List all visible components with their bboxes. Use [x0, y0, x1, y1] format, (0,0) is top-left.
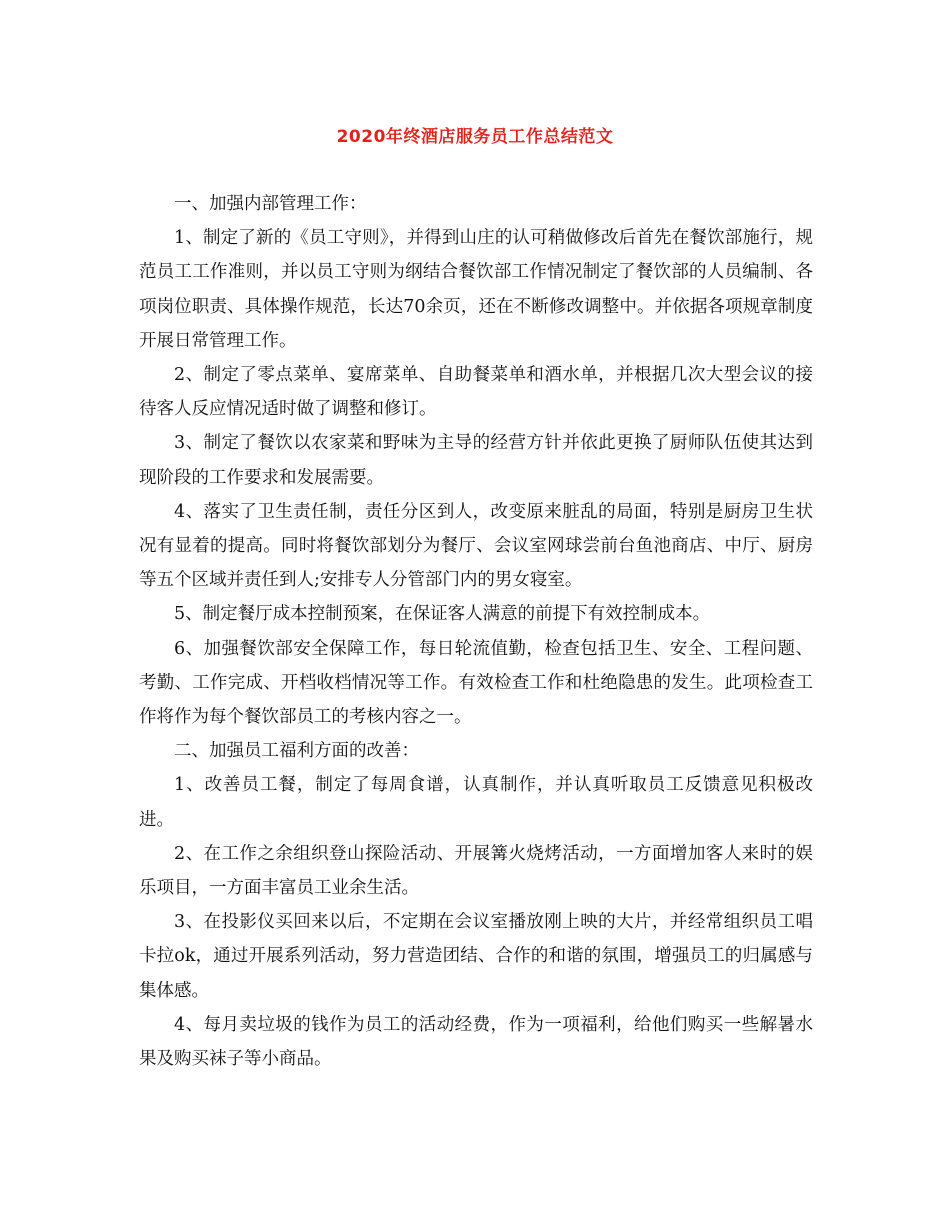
- paragraph: 3、制定了餐饮以农家菜和野味为主导的经营方针并依此更换了厨师队伍使其达到现阶段的工作要求和发展需要。: [139, 433, 813, 488]
- paragraph: 5、制定餐厅成本控制预案，在保证客人满意的前提下有效控制成本。: [174, 604, 711, 625]
- heading-staff-welfare: 二、加强员工福利方面的改善：: [174, 741, 419, 762]
- document-title: 2020年终酒店服务员工作总结范文: [336, 127, 614, 147]
- document-body: [139, 187, 813, 1076]
- paragraph: 2、制定了零点菜单、宴席菜单、自助餐菜单和酒水单，并根据几次大型会议的接待客人反应情况适时做了调整和修订。: [139, 365, 813, 420]
- paragraph: 6、加强餐饮部安全保障工作，每日轮流值勤，检查包括卫生、安全、工程问题、考勤、工作完成、开档收档情况等工作。有效检查工作和杜绝隐患的发生。此项检查工作将作为每个餐饮部员工的考核内容之一。: [139, 638, 813, 728]
- paragraph: 3、在投影仪买回来以后，不定期在会议室播放刚上映的大片，并经常组织员工唱卡拉ok，通过开展系列活动，努力营造团结、合作的和谐的氛围，增强员工的归属感与集体感。: [139, 912, 813, 1001]
- paragraph: 1、制定了新的《员工守则》，并得到山庄的认可稍做修改后首先在餐饮部施行，规范员工工作准则，并以员工守则为纲结合餐饮部工作情况制定了餐饮部的人员编制、各项岗位职责、具体操作规范，长达70余页，还在不断修改调整中。并依据各项规章制度开展日常管理工作。: [139, 228, 813, 351]
- paragraph: 1、改善员工餐，制定了每周食谱，认真制作，并认真听取员工反馈意见积极改进。: [139, 775, 813, 830]
- heading-internal-management: 一、加强内部管理工作：: [174, 194, 367, 214]
- paragraph: 4、每月卖垃圾的钱作为员工的活动经费，作为一项福利，给他们购买一些解暑水果及购买袜子等小商品。: [139, 1014, 813, 1070]
- paragraph: 4、落实了卫生责任制，责任分区到人，改变原来脏乱的局面，特别是厨房卫生状况有显着的提高。同时将餐饮部划分为餐厅、会议室网球尝前台鱼池商店、中厅、厨房等五个区域并责任到人;安排专人分管部门内的男女寝室。: [139, 501, 813, 591]
- paragraph: 2、在工作之余组织登山探险活动、开展篝火烧烤活动，一方面增加客人来时的娱乐项目，一方面丰富员工业余生活。: [139, 843, 813, 899]
